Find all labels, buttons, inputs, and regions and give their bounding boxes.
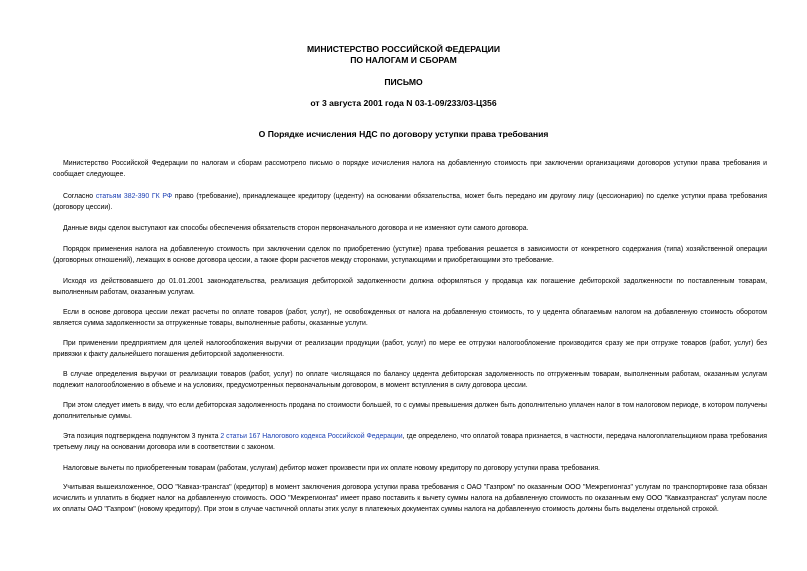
- paragraph-3: Данные виды сделок выступают как способы обеспечения обязательств сторон первоначального договора и не изменяют сути самого договора.: [63, 225, 529, 232]
- link-gk-articles[interactable]: статьям 382-390 ГК РФ: [95, 193, 173, 200]
- paragraph-7: При применении предприятием для целей налогообложения выручки от реализации продукции (работ, услуг) по мере ее отгрузки налогообложение производится сразу же при отгрузке товаров (работ, услуг) без привязки к факту дальнейшего погашения дебиторской задолженности.: [53, 340, 767, 358]
- paragraph-2: [53, 191, 767, 213]
- paragraph-2-text-after: право (требование), принадлежащее кредитору (цеденту) на основании обязательства, может быть передано им другому лицу (цессионарию) по сделке уступки права требования (договору цессии).: [53, 193, 767, 211]
- ministry-line-1: МИНИСТЕРСТВО РОССИЙСКОЙ ФЕДЕРАЦИИ: [306, 44, 501, 54]
- paragraph-2-text-before: Согласно: [63, 193, 96, 200]
- paragraph-10: [53, 431, 767, 453]
- paragraph-10-text-before: Эта позиция подтверждена подпунктом 3 пункта: [63, 433, 221, 440]
- link-tax-code-article[interactable]: 2 статьи 167 Налогового кодекса Российской Федерации: [220, 433, 403, 440]
- paragraph-9: При этом следует иметь в виду, что если дебиторская задолженность продана по стоимости большей, то с суммы превышения должен быть дополнительно уплачен налог в том налоговом периоде, в котором получены дополнительные суммы.: [53, 402, 767, 420]
- paragraph-4: Порядок применения налога на добавленную стоимость при заключении сделок по приобретению (уступке) права требования решается в зависимости от конкретного содержания (типа) хозяйственной операции (договорных отношений), лежащих в основе договора цессии, а также форм расчетов между сторонами, уступающими и приобретающими это требование.: [53, 246, 767, 264]
- paragraph-8: В случае определения выручки от реализации товаров (работ, услуг) по оплате числящаяся по балансу цедента дебиторская задолженность по отгруженным товарам, выполненным работам, оказанным услугам подлежит налогообложению в объеме и на условиях, предусмотренных первоначальным договором, в момент вступления в силу договора цессии.: [53, 371, 767, 389]
- paragraph-5: Исходя из действовавшего до 01.01.2001 законодательства, реализация дебиторской задолженности должна оформляться у продавца как погашение дебиторской задолженности по поставленным товарам, выполненным работам, оказанным услугам.: [53, 278, 767, 296]
- paragraph-10-text-after: , где определено, что оплатой товара признается, в частности, передача налогоплательщиком права требования третьему лицу на основании договора или в соответствии с законом.: [53, 433, 767, 451]
- paragraph-6: Если в основе договора цессии лежат расчеты по оплате товаров (работ, услуг), не освобожденных от налога на добавленную стоимость, то у цедента облагаемым налогом на добавленную стоимость оборотом является сумма задолженности за отгруженные товары, выполненные работы, оказанные услуги.: [53, 309, 767, 327]
- paragraph-12: Учитывая вышеизложенное, ООО "Кавказ-трансгаз" (кредитор) в момент заключения договора уступки права требования с ОАО "Газпром" по оказанным ООО "Межрегионгаз" услугам по транспортировке газа обязан исчислить и уплатить в бюджет налог на добавленную стоимость. ООО "Межрегионгаз" имеет право поставить к вычету суммы налога на добавленную стоимость по оказанным ему ООО "Кавказтрансгаз" услугам после их оплаты ОАО "Газпром" (новому кредитору). При этом в случае частичной оплаты этих услуг в платежных документах суммы налога на добавленную стоимость должны быть выделены отдельной строкой.: [53, 484, 767, 513]
- ministry-line-2: ПО НАЛОГАМ И СБОРАМ: [350, 55, 457, 65]
- paragraph-11: Налоговые вычеты по приобретенным товарам (работам, услугам) дебитор может произвести при их оплате новому кредитору по договору уступки права требования.: [63, 465, 600, 472]
- paragraph-1: Министерство Российской Федерации по налогам и сборам рассмотрело письмо о порядке исчисления налога на добавленную стоимость при заключении организациями договоров уступки права требования и сообщает следующее.: [53, 160, 767, 178]
- document-title: О Порядке исчисления НДС по договору уступки права требования: [258, 129, 549, 139]
- date-and-number: от 3 августа 2001 года N 03-1-09/233/03-Ц356: [310, 98, 497, 108]
- document-type: ПИСЬМО: [384, 77, 423, 87]
